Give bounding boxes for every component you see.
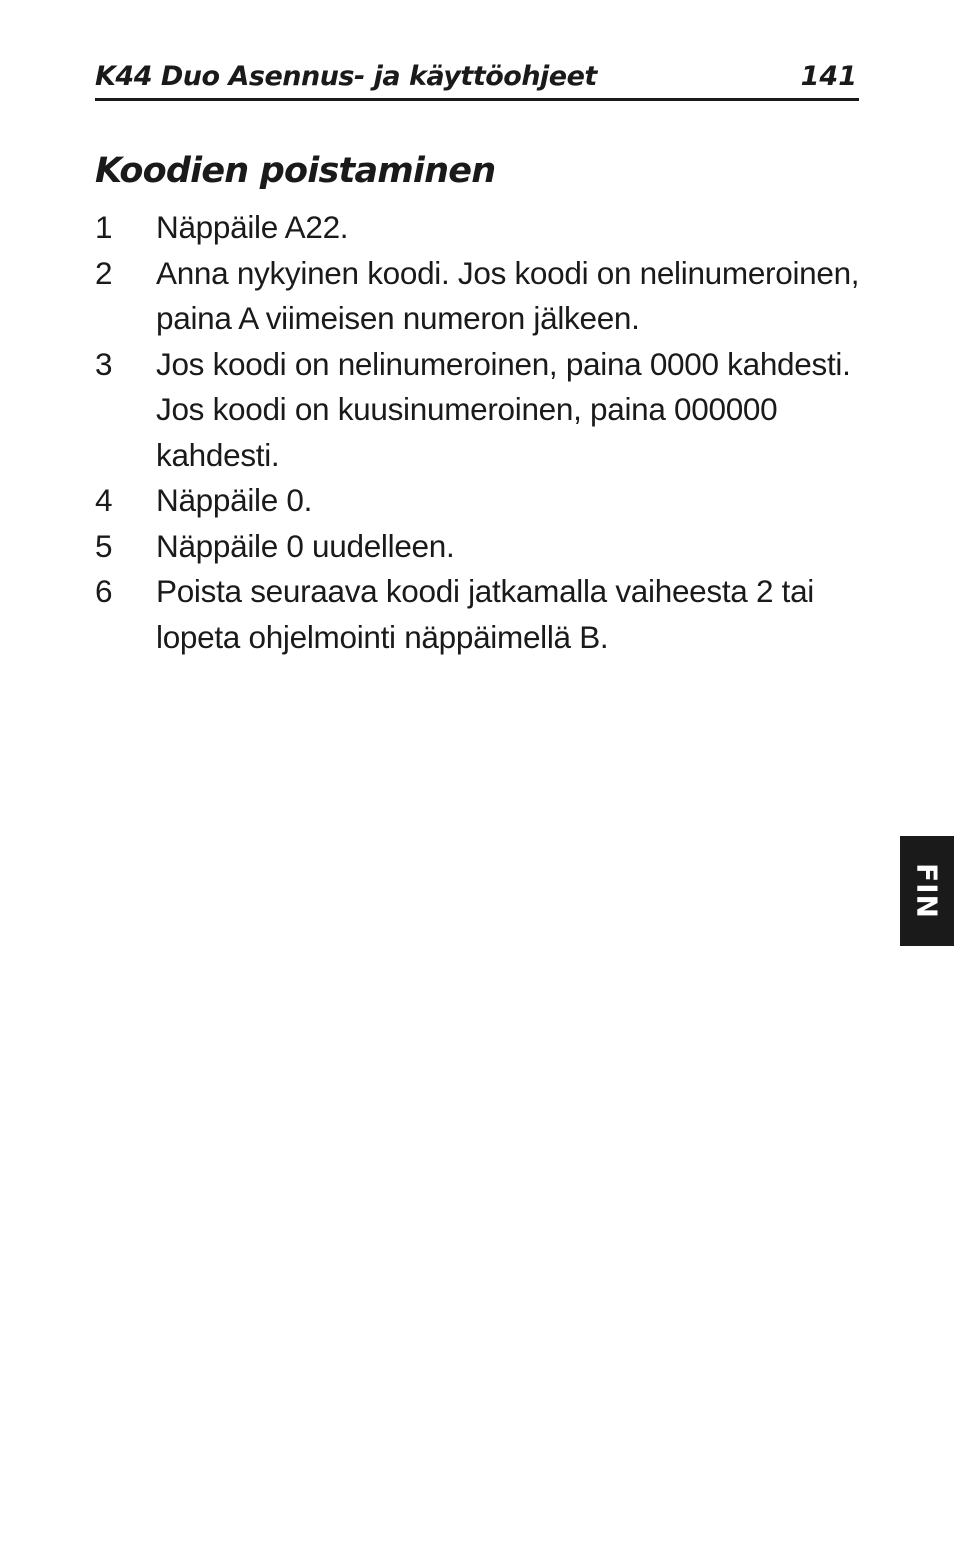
page-header (95, 58, 859, 101)
list-item (95, 569, 865, 660)
step-list (95, 205, 865, 660)
step-number: 3 (95, 345, 113, 382)
step-text: Näppäile 0 uudelleen. (156, 527, 455, 564)
step-number: 4 (95, 482, 113, 518)
step-number: 6 (95, 573, 113, 609)
list-item (95, 251, 865, 342)
header-title: K44 Duo Asennus- ja käyttöohjeet (95, 61, 597, 92)
step-text: Näppäile A22. (156, 209, 349, 245)
list-item (95, 524, 865, 570)
list-item (95, 342, 865, 479)
page-number: 141 (800, 61, 857, 92)
step-number: 5 (95, 527, 113, 564)
list-item (95, 478, 865, 524)
step-text: Näppäile 0. (156, 482, 313, 518)
step-text: Anna nykyinen koodi. Jos koodi on nelinumeroinen, paina A viimeisen numeron jälkeen. (156, 254, 860, 336)
step-text: Poista seuraava koodi jatkamalla vaiheesta 2 tai lopeta ohjelmointi näppäimellä B. (156, 573, 814, 655)
language-tab-label: FIN (910, 863, 944, 919)
step-text: Jos koodi on nelinumeroinen, paina 0000 kahdesti. Jos koodi on kuusinumeroinen, paina 000000 kahdesti. (156, 345, 851, 473)
language-tab (900, 836, 954, 946)
step-number: 1 (95, 209, 113, 245)
step-number: 2 (95, 254, 113, 291)
section-title: Koodien poistaminen (95, 151, 496, 191)
list-item (95, 205, 865, 251)
